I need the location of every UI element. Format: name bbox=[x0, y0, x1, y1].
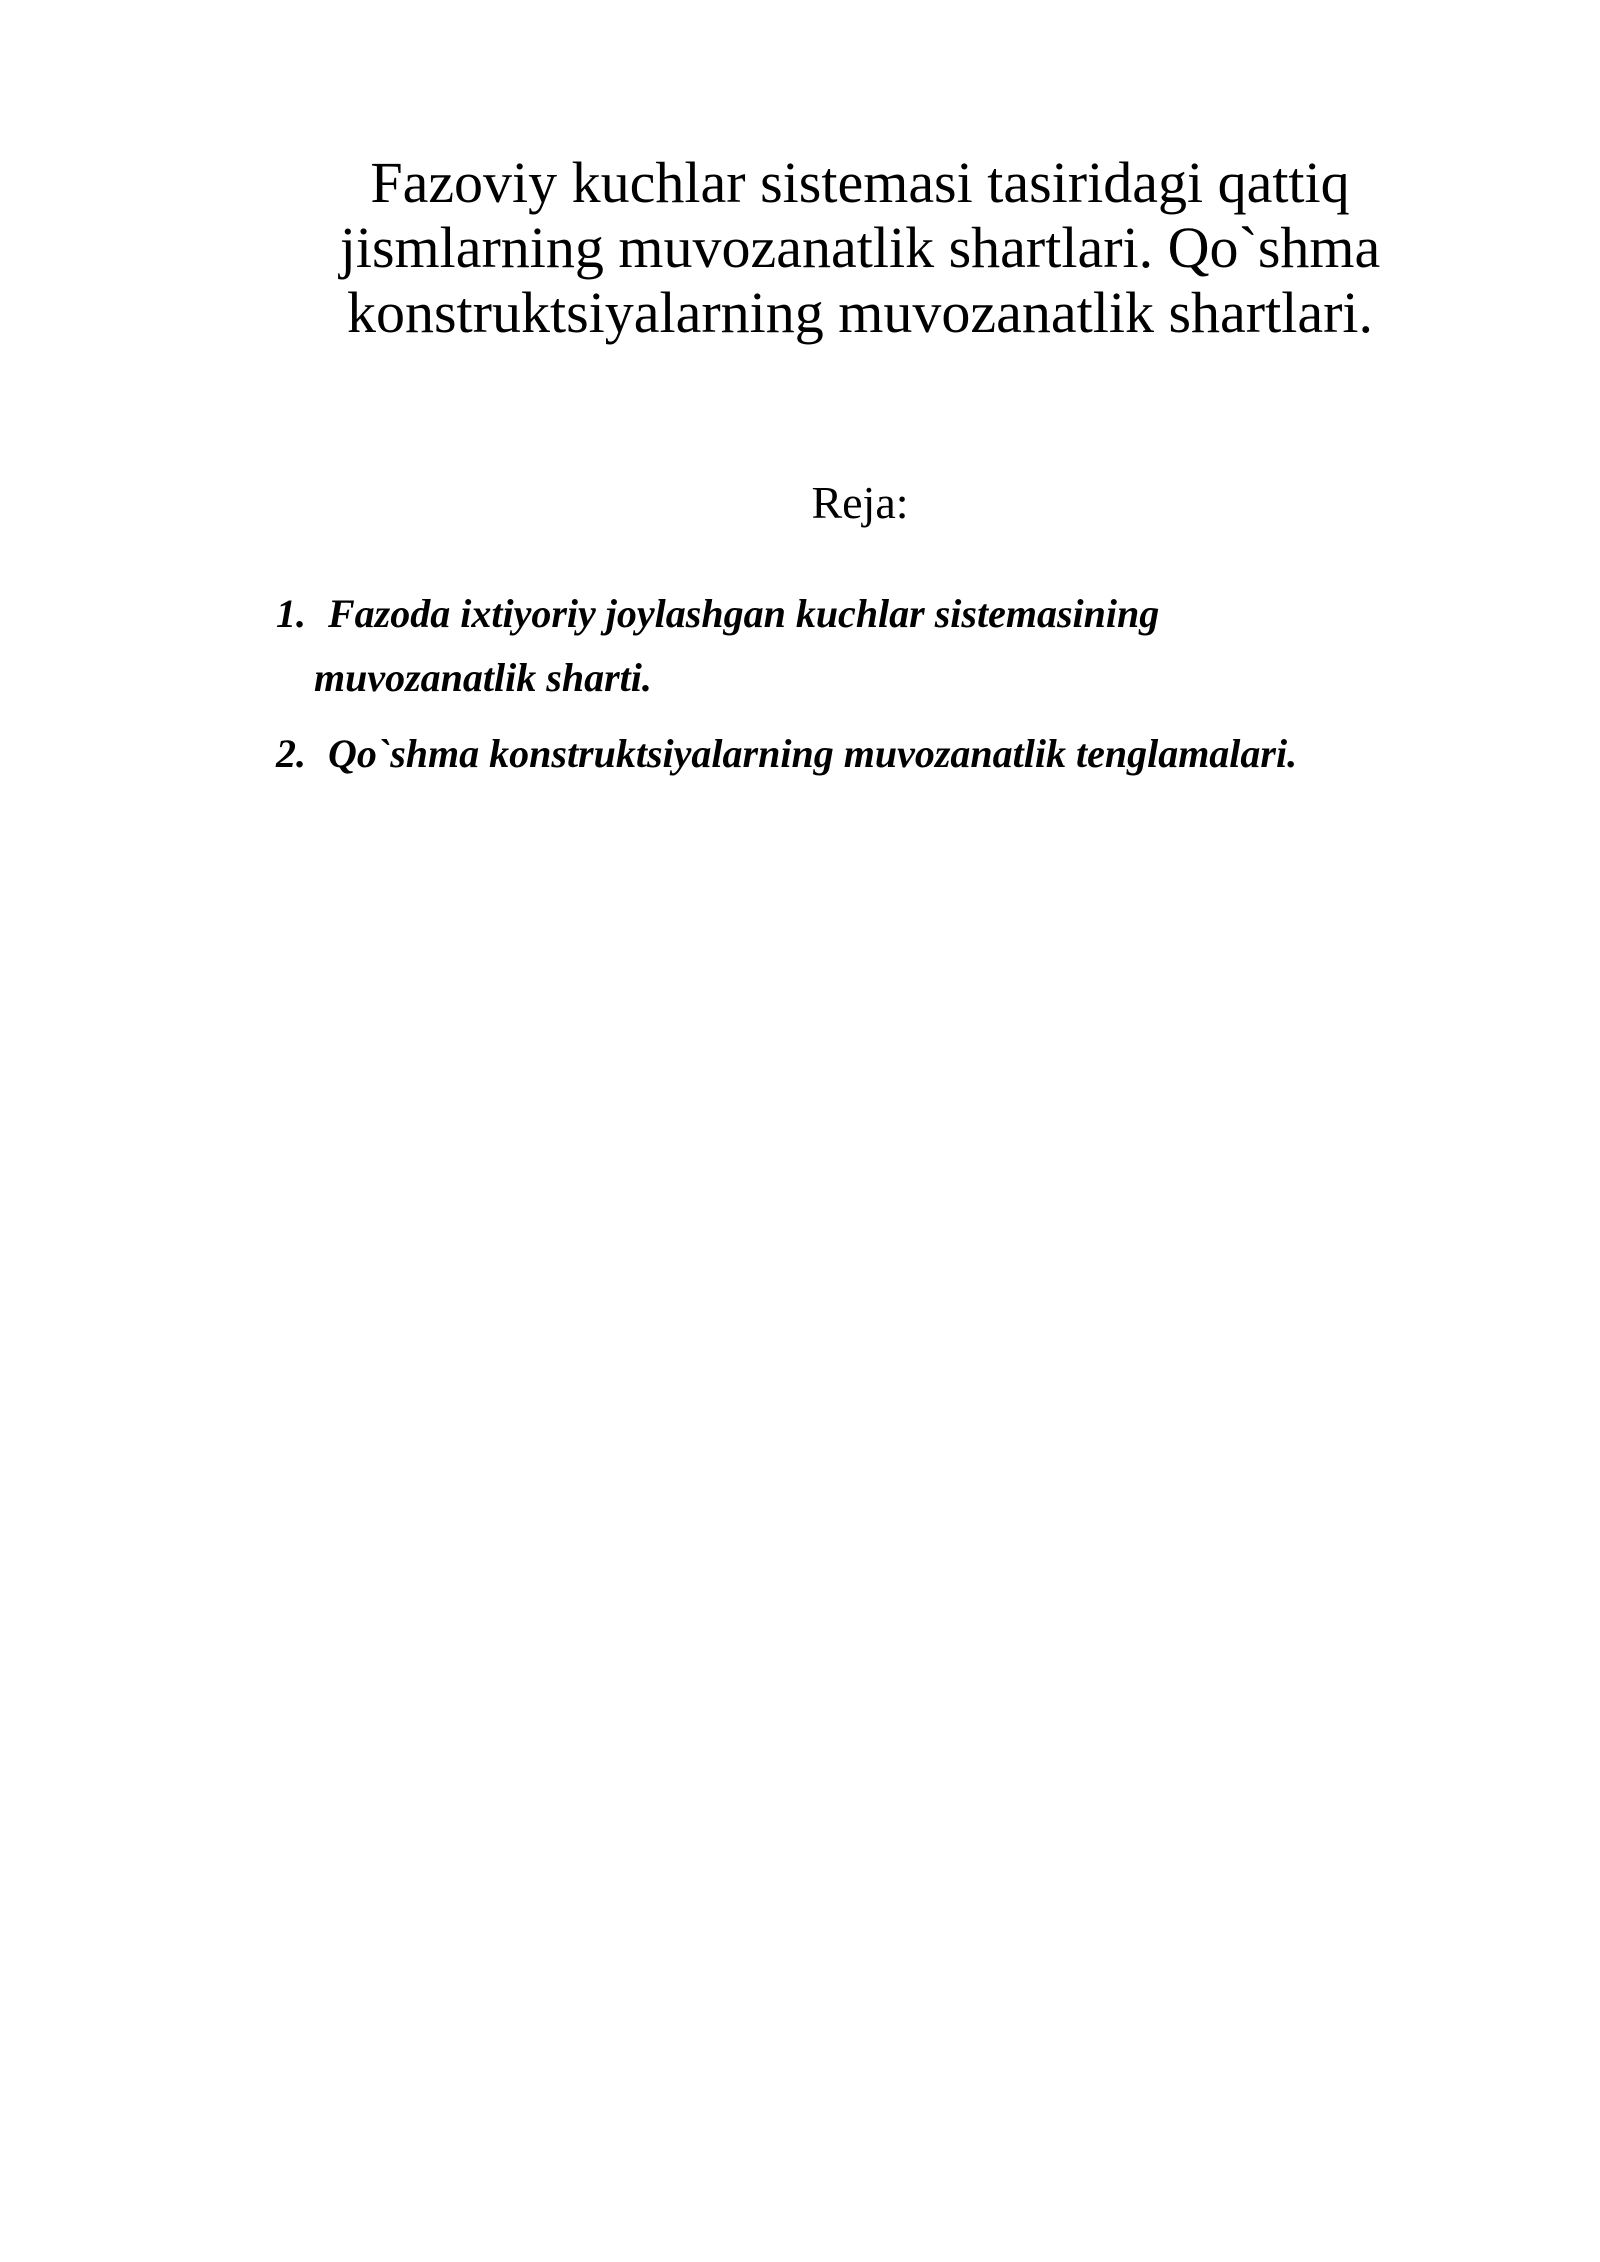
title-line: jismlarning muvozanatlik shartlari. Qo`shma bbox=[339, 215, 1381, 280]
plan-item-number: 1. bbox=[276, 591, 306, 636]
plan-item-number: 2. bbox=[276, 731, 306, 776]
title-line: konstruktsiyalarning muvozanatlik shartlari. bbox=[346, 280, 1374, 345]
plan-item-text: muvozanatlik sharti. bbox=[314, 655, 652, 700]
plan-heading: Reja: bbox=[811, 477, 909, 528]
plan-item bbox=[276, 726, 1476, 782]
title-line: Fazoviy kuchlar sistemasi tasiridagi qattiq bbox=[370, 150, 1350, 215]
document-title bbox=[270, 150, 1450, 345]
plan-list bbox=[276, 586, 1476, 802]
plan-item-text: Fazoda ixtiyoriy joylashgan kuchlar sistemasining bbox=[328, 591, 1160, 636]
plan-item bbox=[276, 586, 1476, 706]
plan-item-text: Qo`shma konstruktsiyalarning muvozanatlik tenglamalari. bbox=[328, 731, 1298, 776]
